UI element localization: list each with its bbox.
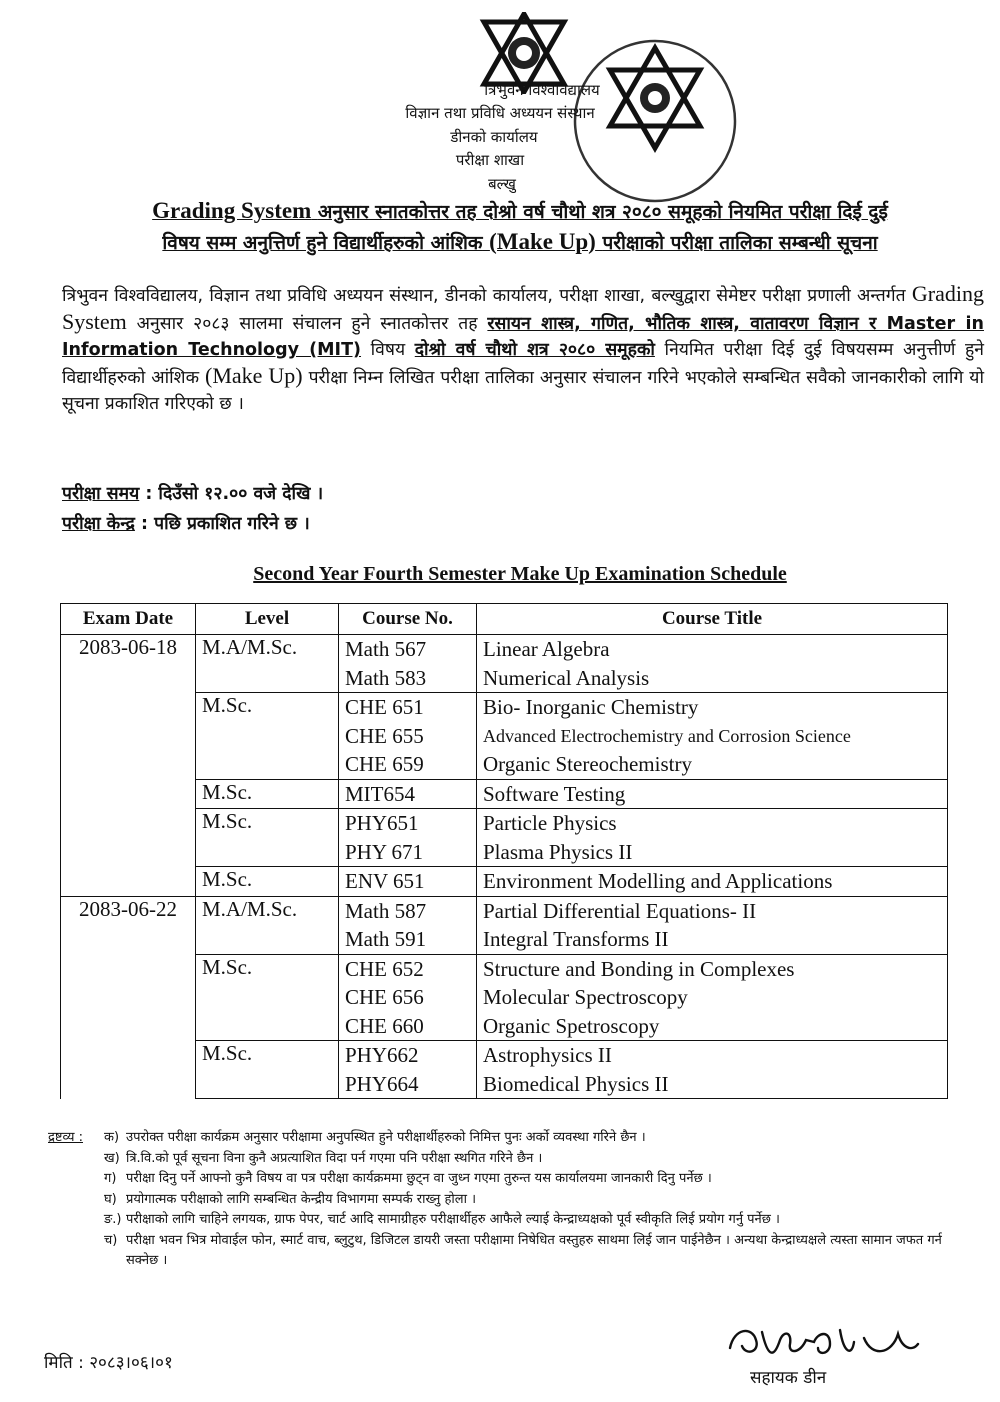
body-text: विषय xyxy=(370,340,406,360)
schedule-row xyxy=(61,809,948,867)
body-text: परीक्षा निम्न लिखित परीक्षा तालिका अनुसार संचालन गरिने भएकोले सम्बन्धित सवैको जानकारीको लागि यो सूचना प्रकाशित गरिएको छ । xyxy=(62,368,984,414)
cell-course-title xyxy=(477,635,948,693)
course-title: Astrophysics II xyxy=(483,1043,612,1067)
course-number: CHE 660 xyxy=(345,1013,424,1038)
schedule-row xyxy=(61,1041,948,1099)
cell-course-no xyxy=(339,693,477,780)
exam-center xyxy=(62,511,310,535)
cell-level: M.Sc. xyxy=(196,954,339,1041)
course-title: Linear Algebra xyxy=(483,637,610,661)
course-number: CHE 656 xyxy=(345,985,424,1009)
note-text: परीक्षा भवन भित्र मोवाईल फोन, स्मार्ट वाच, ब्लुटुथ, डिजिटल डायरी जस्ता परीक्षामा निषेधित वस्तुहरु साथमा लिई जान पाईनेछैन । अन्यथा केन्द्राध्यक्षले त्यस्ता सामान जफत गर्न सक्नेछ । xyxy=(126,1232,942,1268)
notes-section xyxy=(48,1128,978,1272)
course-number: CHE 655 xyxy=(345,723,424,748)
cell-course-title xyxy=(477,779,948,809)
note-text: उपरोक्त परीक्षा कार्यक्रम अनुसार परीक्षामा अनुपस्थित हुने परीक्षार्थीहरुको निमित्त पुनः अर्को व्यवस्था गरिने छैन । xyxy=(126,1130,646,1145)
cell-course-no xyxy=(339,809,477,867)
course-number: PHY662 xyxy=(345,1043,419,1067)
cell-level: M.A/M.Sc. xyxy=(196,896,339,954)
cell-course-title xyxy=(477,809,948,867)
course-number: CHE 652 xyxy=(345,956,424,981)
note-index: च) xyxy=(104,1232,118,1248)
course-title: Advanced Electrochemistry and Corrosion Science xyxy=(483,725,851,746)
notice-date: मिति : २०८३।०६।०१ xyxy=(44,1353,173,1373)
course-title: Molecular Spectroscopy xyxy=(483,985,688,1009)
course-title: Partial Differential Equations- II xyxy=(483,898,757,923)
body-text: अनुसार २०८३ सालमा संचालन हुने स्नातकोत्तर तह xyxy=(136,314,478,334)
course-title: Numerical Analysis xyxy=(483,665,650,690)
schedule-table xyxy=(60,603,948,1099)
cell-exam-date: 2083-06-18 xyxy=(61,635,196,693)
schedule-row xyxy=(61,867,948,897)
course-title: Organic Stereochemistry xyxy=(483,752,692,776)
cell-exam-date xyxy=(61,954,196,1041)
cell-exam-date xyxy=(61,1041,196,1099)
header-org-line: त्रिभुवन विश्वविद्यालय xyxy=(484,81,600,99)
header-org-line: परीक्षा शाखा xyxy=(455,151,525,169)
schedule-row xyxy=(61,635,948,693)
cell-course-no xyxy=(339,1041,477,1099)
cell-exam-date: 2083-06-22 xyxy=(61,896,196,954)
cell-level: M.Sc. xyxy=(196,867,339,897)
cell-exam-date xyxy=(61,867,196,897)
course-title: Structure and Bonding in Complexes xyxy=(483,956,795,981)
title-line2-en: (Make Up) xyxy=(489,229,596,254)
course-number: Math 591 xyxy=(345,927,427,951)
course-title: Integral Transforms II xyxy=(483,927,669,951)
notes-list xyxy=(48,1128,978,1272)
schedule-row xyxy=(61,779,948,809)
course-number: Math 583 xyxy=(345,665,427,690)
col-header-date: Exam Date xyxy=(61,604,196,635)
col-header-course-no: Course No. xyxy=(339,604,477,635)
title-en-part: Grading System xyxy=(152,198,312,223)
course-number: PHY664 xyxy=(345,1071,419,1096)
body-subjects: रसायन शास्त्र, गणित, भौतिक शास्त्र, वातावरण विज्ञान र Master in Information Technology (MIT) xyxy=(62,314,984,360)
cell-level: M.Sc. xyxy=(196,1041,339,1099)
body-text: नियमित परीक्षा दिई दुई विषयसम्म अनुत्तीर्ण हुने विद्यार्थीहरुको आंशिक xyxy=(62,340,984,388)
note-text: परीक्षा दिनु पर्ने आफ्नो कुनै विषय वा पत्र परीक्षा कार्यक्रममा छुट्न वा जुध्न गएमा तुरुन्त यस कार्यालयमा जानकारी दिनु पर्नेछ । xyxy=(126,1171,712,1186)
cell-course-no xyxy=(339,954,477,1041)
cell-level: M.Sc. xyxy=(196,693,339,780)
cell-course-no xyxy=(339,867,477,897)
course-title: Plasma Physics II xyxy=(483,839,633,864)
cell-level: M.A/M.Sc. xyxy=(196,635,339,693)
course-title: Particle Physics xyxy=(483,811,617,835)
course-number: PHY 671 xyxy=(345,839,423,864)
cell-course-title xyxy=(477,896,948,954)
notice-body xyxy=(62,281,984,417)
note-text: परीक्षाको लागि चाहिने लगयक, ग्राफ पेपर, चार्ट आदि सामाग्रीहरु परीक्षार्थीहरु आफैले ल्याई केन्द्राध्यक्षको पूर्व स्वीकृति लिई प्रयोग गर्नु पर्नेछ । xyxy=(126,1212,780,1227)
schedule-body xyxy=(61,635,948,1099)
cell-exam-date xyxy=(61,809,196,867)
note-index: घ) xyxy=(104,1191,117,1207)
cell-course-no xyxy=(339,635,477,693)
signatory-title: सहायक डीन xyxy=(750,1368,827,1388)
cell-course-title xyxy=(477,954,948,1041)
course-title: Software Testing xyxy=(483,781,626,806)
course-number: PHY651 xyxy=(345,811,419,835)
course-number: CHE 651 xyxy=(345,695,424,719)
cell-course-title xyxy=(477,1041,948,1099)
header-org-line: डीनको कार्यालय xyxy=(450,128,538,146)
course-number: MIT654 xyxy=(345,781,415,806)
title-line2b: परीक्षाको परीक्षा तालिका सम्बन्धी सूचना xyxy=(602,232,878,254)
note-item xyxy=(48,1231,978,1272)
cell-level: M.Sc. xyxy=(196,809,339,867)
schedule-row xyxy=(61,954,948,1041)
col-header-level: Level xyxy=(196,604,339,635)
exam-time-value: : दिउँसो १२.०० वजे देखि । xyxy=(145,484,324,504)
course-number: Math 567 xyxy=(345,637,427,661)
note-index: ख) xyxy=(104,1150,120,1166)
cell-course-no xyxy=(339,779,477,809)
note-item xyxy=(48,1149,978,1170)
schedule-row xyxy=(61,896,948,954)
note-text: प्रयोगात्मक परीक्षाको लागि सम्बन्धित केन्द्रीय विभागमा सम्पर्क राख्नु होला । xyxy=(126,1191,477,1207)
note-index: ङ.) xyxy=(104,1212,122,1227)
note-item xyxy=(48,1210,978,1231)
schedule-row xyxy=(61,693,948,780)
note-index: क) xyxy=(104,1130,120,1145)
cell-exam-date xyxy=(61,779,196,809)
exam-center-label: परीक्षा केन्द्र xyxy=(62,514,135,534)
header-org-line: विज्ञान तथा प्रविधि अध्ययन संस्थान xyxy=(405,104,595,122)
cell-course-no xyxy=(339,896,477,954)
exam-time xyxy=(62,481,323,505)
note-item xyxy=(48,1169,978,1190)
cell-course-title xyxy=(477,693,948,780)
body-text: त्रिभुवन विश्वविद्यालय, विज्ञान तथा प्रविधि अध्ययन संस्थान, डीनको कार्यालय, परीक्षा शाखा, बल्खुद्वारा सेमेष्टर परीक्षा प्रणाली अन्तर्गत xyxy=(62,286,906,306)
course-title: Organic Spetroscopy xyxy=(483,1013,660,1038)
notes-label: द्रष्टव्य : xyxy=(48,1130,83,1145)
course-number: Math 587 xyxy=(345,898,427,923)
course-title: Biomedical Physics II xyxy=(483,1071,669,1096)
body-en-makeup: (Make Up) xyxy=(205,363,303,388)
note-text: त्रि.वि.को पूर्व सूचना विना कुनै अप्रत्याशित विदा पर्न गएमा पनि परीक्षा स्थगित गरिने छैन । xyxy=(126,1150,543,1166)
course-number: CHE 659 xyxy=(345,752,424,776)
course-number: ENV 651 xyxy=(345,869,425,893)
schedule-title: Second Year Fourth Semester Make Up Examination Schedule xyxy=(253,563,787,585)
title-line2a: विषय सम्म अनुत्तिर्ण हुने विद्यार्थीहरुको आंशिक xyxy=(162,232,483,254)
notice-title xyxy=(60,196,980,258)
col-header-course-title: Course Title xyxy=(477,604,948,635)
note-index: ग) xyxy=(104,1171,117,1186)
title-line1: अनुसार स्नातकोत्तर तह दोश्रो वर्ष चौथो शत्र २०८० समूहको नियमित परीक्षा दिई दुई xyxy=(317,201,888,223)
note-item xyxy=(48,1190,978,1211)
course-title: Bio- Inorganic Chemistry xyxy=(483,695,699,719)
exam-center-value: : पछि प्रकाशित गरिने छ । xyxy=(141,514,310,534)
signature-icon xyxy=(722,1318,922,1366)
cell-level: M.Sc. xyxy=(196,779,339,809)
body-en-grading: Grading System xyxy=(62,281,984,334)
note-item xyxy=(48,1128,978,1149)
cell-exam-date xyxy=(61,693,196,780)
course-title: Environment Modelling and Applications xyxy=(483,869,833,893)
exam-time-label: परीक्षा समय xyxy=(62,484,140,504)
body-batch: दोश्रो वर्ष चौथो शत्र २०८० समूहको xyxy=(414,340,655,360)
cell-course-title xyxy=(477,867,948,897)
header-org-line: बल्खु xyxy=(488,175,516,193)
